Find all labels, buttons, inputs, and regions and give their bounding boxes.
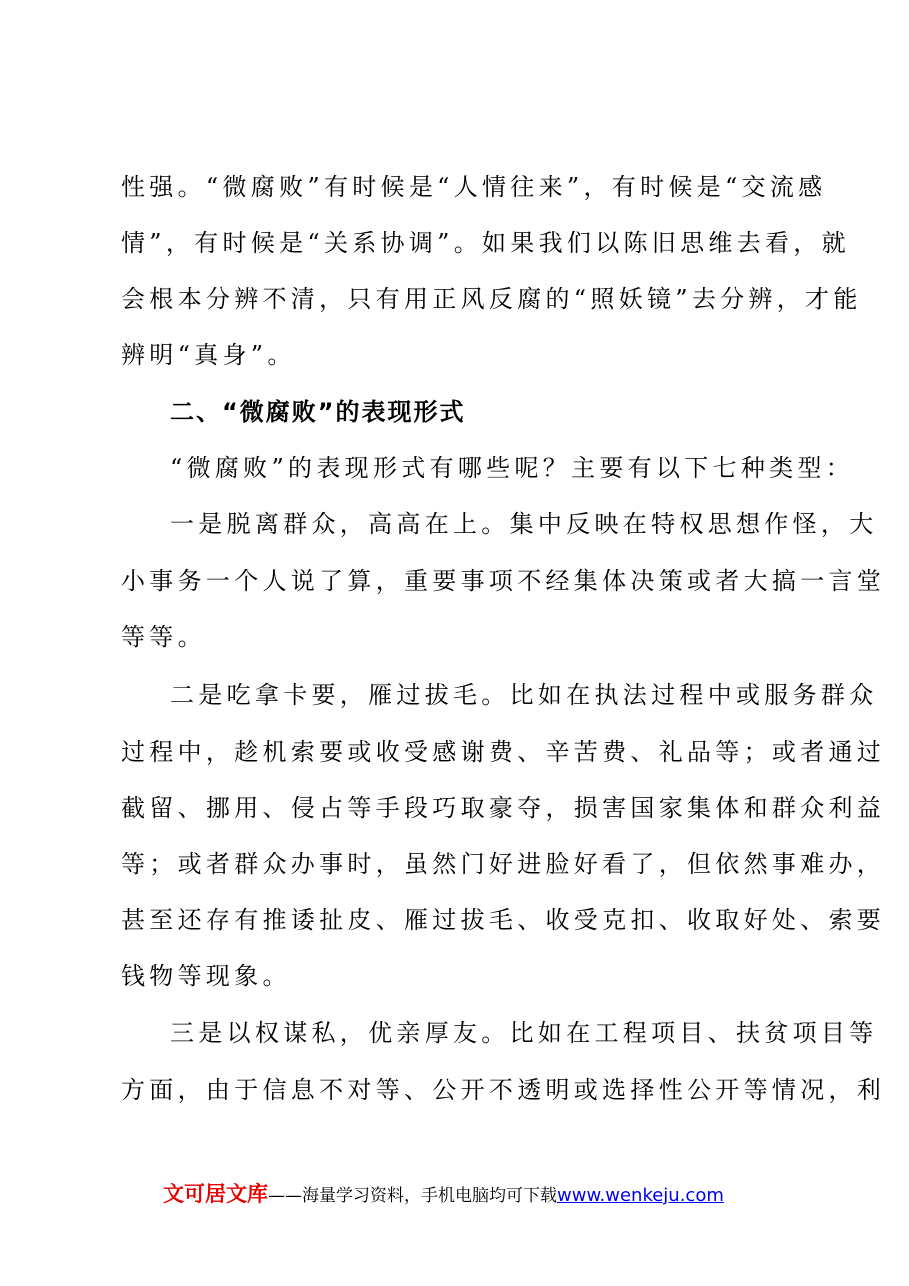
- paragraph-line: 小事务一个人说了算，重要事项不经集体决策或者大搞一言堂: [121, 567, 886, 595]
- paragraph-line: 辨明“真身”。: [121, 341, 296, 369]
- paragraph-line: 性强。“微腐败”有时候是“人情往来”，有时候是“交流感: [121, 173, 827, 201]
- paragraph-line: 方面，由于信息不对等、公开不透明或选择性公开等情况，利: [121, 1076, 886, 1104]
- footer-link[interactable]: www.wenkeju.com: [557, 1185, 724, 1206]
- paragraph-line: 三是以权谋私，优亲厚友。比如在工程项目、扶贫项目等: [170, 1019, 878, 1047]
- footer-brand: 文可居文库: [163, 1182, 268, 1206]
- section-heading: 二、“微腐败”的表现形式: [170, 398, 466, 426]
- paragraph-line: 会根本分辨不清，只有用正风反腐的“照妖镜”去分辨，才能: [121, 285, 862, 313]
- paragraph-line: 截留、挪用、侵占等手段巧取豪夺，损害国家集体和群众利益: [121, 794, 886, 822]
- paragraph-line: 一是脱离群众，高高在上。集中反映在特权思想作怪，大: [170, 510, 878, 538]
- paragraph-line: 甚至还存有推诿扯皮、雁过拔毛、收受克扣、收取好处、索要: [121, 906, 886, 934]
- paragraph-line: 等等。: [121, 623, 206, 651]
- paragraph-line: 钱物等现象。: [121, 962, 291, 990]
- paragraph-line: “微腐败”的表现形式有哪些呢？主要有以下七种类型：: [170, 454, 855, 482]
- paragraph-line: 等；或者群众办事时，虽然门好进脸好看了，但依然事难办，: [121, 850, 886, 878]
- footer-banner: [163, 1181, 724, 1209]
- paragraph-line: 二是吃拿卡要，雁过拔毛。比如在执法过程中或服务群众: [170, 681, 878, 709]
- footer-slogan: ——海量学习资料，手机电脑均可下载: [268, 1186, 557, 1206]
- paragraph-line: 过程中，趁机索要或收受感谢费、辛苦费、礼品等；或者通过: [121, 738, 886, 766]
- paragraph-line: 情”，有时候是“关系协调”。如果我们以陈旧思维去看，就: [121, 229, 850, 257]
